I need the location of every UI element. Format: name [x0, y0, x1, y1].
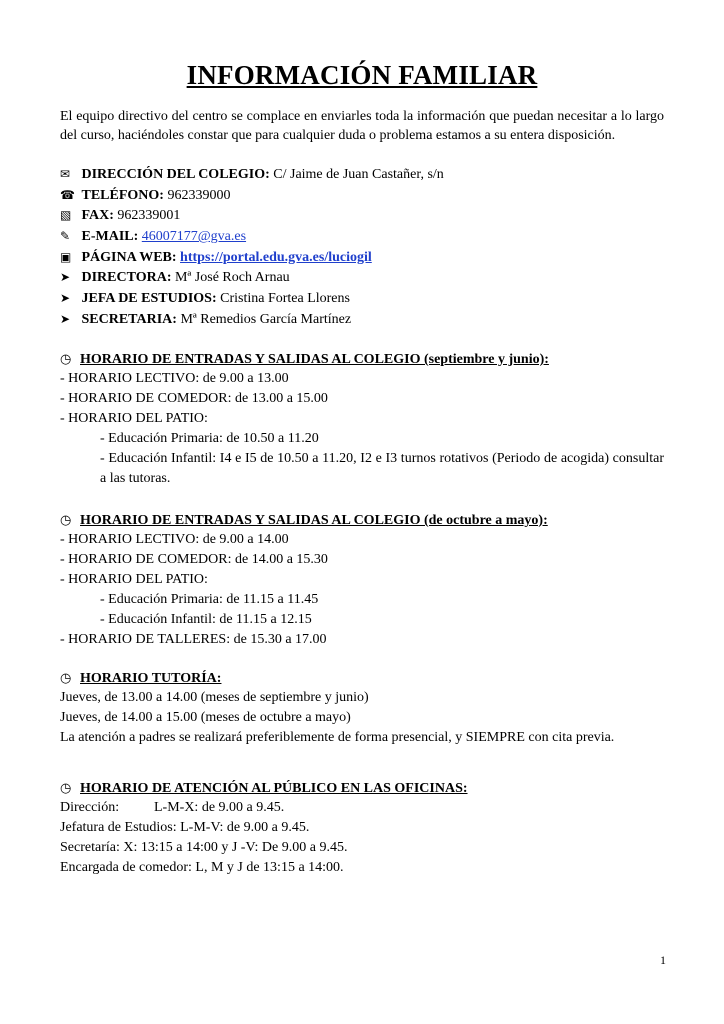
- page-number: 1: [660, 953, 666, 967]
- patio-line: - HORARIO DEL PATIO:: [60, 411, 208, 426]
- contact-address: [60, 164, 664, 185]
- fax-icon: ▧: [60, 208, 72, 223]
- telephone-icon: ☎: [60, 187, 75, 202]
- patio-line: - HORARIO DEL PATIO:: [60, 572, 208, 587]
- lectivo-line: - HORARIO LECTIVO: de 9.00 a 14.00: [60, 532, 289, 547]
- infantil-line: - Educación Infantil: de 11.15 a 12.15: [100, 612, 312, 627]
- heading-text: HORARIO DE ENTRADAS Y SALIDAS AL COLEGIO (septiembre y junio):: [80, 352, 549, 367]
- section-heading: [60, 510, 664, 530]
- phone-label: TELÉFONO:: [81, 187, 164, 203]
- heading-text: HORARIO TUTORÍA:: [80, 671, 222, 686]
- directora-value: Mª José Roch Arnau: [174, 270, 290, 286]
- mailbox-icon: ✉: [60, 167, 71, 181]
- contact-fax: [60, 205, 664, 226]
- email-icon: ✎: [60, 229, 71, 244]
- contact-web: [60, 247, 664, 268]
- contact-jefa: [60, 288, 664, 309]
- contact-list: [60, 164, 664, 330]
- address-label: DIRECCIÓN DEL COLEGIO:: [81, 167, 270, 182]
- section-schedule-sep-jun: [60, 349, 664, 489]
- secretaria-value: Mª Remedios García Martínez: [180, 311, 352, 327]
- infantil-line: - Educación Infantil: I4 e I5 de 10.50 a 11.20, I2 e I3 turnos rotativos (Periodo de acogida) consultar a las tutoras.: [100, 451, 664, 486]
- secretaria-label: SECRETARIA:: [81, 311, 177, 327]
- email-link[interactable]: 46007177@gva.es: [141, 229, 247, 245]
- section-oficinas: [60, 778, 664, 878]
- section-schedule-oct-may: [60, 510, 664, 650]
- heading-text: HORARIO DE ENTRADAS Y SALIDAS AL COLEGIO (de octubre a mayo):: [80, 513, 548, 528]
- lectivo-line: - HORARIO LECTIVO: de 9.00 a 13.00: [60, 371, 289, 386]
- arrow-bullet-icon: ➤: [60, 270, 71, 285]
- jefa-label: JEFA DE ESTUDIOS:: [81, 291, 217, 307]
- tutoria-line-2: Jueves, de 14.00 a 15.00 (meses de octubre a mayo): [60, 710, 351, 725]
- jefa-value: Cristina Fortea Llorens: [220, 291, 350, 307]
- heading-text: HORARIO DE ATENCIÓN AL PÚBLICO EN LAS OFICINAS:: [80, 781, 468, 796]
- clock-icon: ◷: [60, 670, 72, 685]
- comedor-line: - HORARIO DE COMEDOR: de 14.00 a 15.30: [60, 552, 328, 567]
- talleres-line: - HORARIO DE TALLERES: de 15.30 a 17.00: [60, 632, 327, 647]
- phone-value: 962339000: [167, 187, 231, 203]
- primaria-line: - Educación Primaria: de 10.50 a 11.20: [100, 431, 319, 446]
- contact-secretaria: [60, 309, 664, 330]
- arrow-bullet-icon: ➤: [60, 311, 71, 326]
- arrow-bullet-icon: ➤: [60, 291, 71, 306]
- clock-icon: ◷: [60, 351, 72, 366]
- comedor-line: - HORARIO DE COMEDOR: de 13.00 a 15.00: [60, 391, 328, 406]
- fax-value: 962339001: [117, 208, 181, 224]
- section-heading: [60, 349, 664, 369]
- directora-label: DIRECTORA:: [81, 270, 172, 286]
- contact-directora: [60, 267, 664, 288]
- intro-paragraph: El equipo directivo del centro se complace en enviarles toda la información que puedan necesitar a lo largo del curso, haciéndoles constar que para cualquier duda o problema estamos a su entera disposición.: [60, 109, 664, 143]
- tutoria-line-3: La atención a padres se realizará preferiblemente de forma presencial, y SIEMPRE con cita previa.: [60, 730, 615, 745]
- clock-icon: ◷: [60, 512, 72, 527]
- direccion-label: Dirección:: [60, 800, 120, 815]
- direccion-value: L-M-X: de 9.00 a 9.45.: [154, 800, 285, 815]
- section-heading: [60, 778, 664, 798]
- email-label: E-MAIL:: [81, 229, 139, 245]
- computer-icon: ▣: [60, 249, 72, 264]
- fax-label: FAX:: [81, 208, 114, 224]
- section-heading: [60, 668, 664, 688]
- comedor-office-line: Encargada de comedor: L, M y J de 13:15 a 14:00.: [60, 860, 344, 875]
- page-title: INFORMACIÓN FAMILIAR: [186, 60, 538, 90]
- contact-phone: [60, 185, 664, 206]
- web-label: PÁGINA WEB:: [81, 249, 177, 265]
- secretaria-line: Secretaría: X: 13:15 a 14:00 y J -V: De 9.00 a 9.45.: [60, 840, 348, 855]
- section-tutoria: [60, 668, 664, 748]
- web-link[interactable]: https://portal.edu.gva.es/luciogil: [180, 249, 372, 265]
- direccion-line: [60, 798, 664, 818]
- jefatura-line: Jefatura de Estudios: L-M-V: de 9.00 a 9.45.: [60, 820, 310, 835]
- contact-email: [60, 226, 664, 247]
- clock-icon: ◷: [60, 780, 72, 795]
- primaria-line: - Educación Primaria: de 11.15 a 11.45: [100, 592, 319, 607]
- tutoria-line-1: Jueves, de 13.00 a 14.00 (meses de septiembre y junio): [60, 690, 369, 705]
- address-value: C/ Jaime de Juan Castañer, s/n: [273, 167, 444, 182]
